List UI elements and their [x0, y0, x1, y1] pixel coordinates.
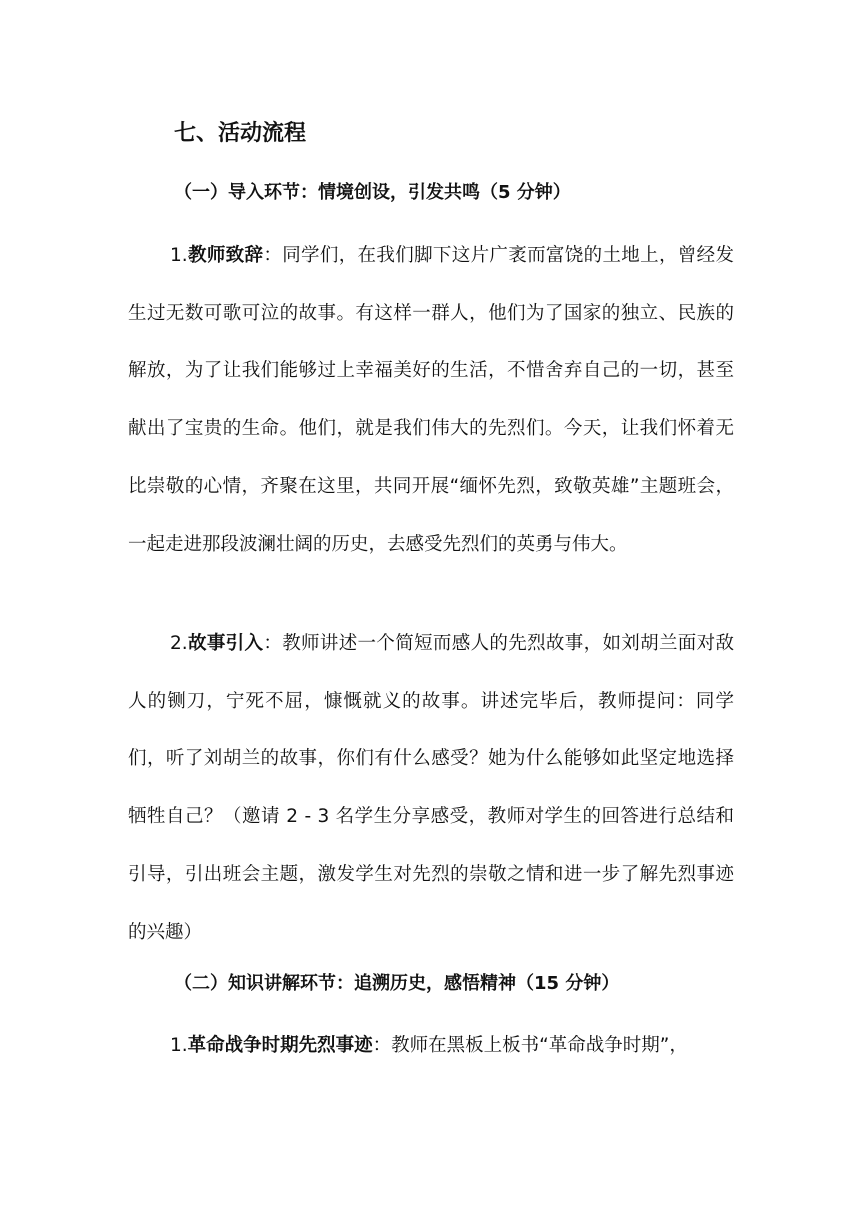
part2-heading: （二）知识讲解环节：追溯历史，感悟精神（15 分钟） — [174, 973, 620, 994]
part1-heading: （一）导入环节：情境创设，引发共鸣（5 分钟） — [174, 182, 571, 203]
item-number: 1. — [170, 1035, 188, 1056]
item-lead: 故事引入 — [187, 633, 264, 654]
section-heading: 七、活动流程 — [174, 121, 307, 146]
item-lead: 教师致辞 — [187, 245, 264, 266]
part1-item2-paragraph — [128, 615, 734, 961]
item-number: 1. — [170, 245, 188, 266]
part2-item1-paragraph — [128, 1017, 734, 1075]
item-lead: 革命战争时期先烈事迹 — [187, 1035, 373, 1056]
item-number: 2. — [170, 633, 188, 654]
item-text: ：同学们，在我们脚下这片广袤而富饶的土地上，曾经发生过无数可歌可泣的故事。有这样一群人，他们为了国家的独立、民族的解放，为了让我们能够过上幸福美好的生活，不惜舍弃自己的一切，甚至献出了宝贵的生命。他们，就是我们伟大的先烈们。今天，让我们怀着无比崇敬的心情，齐聚在这里，共同开展“缅怀先烈，致敬英雄”主题班会，一起走进那段波澜壮阔的历史，去感受先烈们的英勇与伟大。 — [128, 245, 734, 555]
item-text: ：教师在黑板上板书“革命战争时期”， — [372, 1035, 688, 1056]
part1-item1-paragraph — [128, 227, 734, 573]
item-text: ：教师讲述一个简短而感人的先烈故事，如刘胡兰面对敌人的铡刀，宁死不屈，慷慨就义的故事。讲述完毕后，教师提问：同学们，听了刘胡兰的故事，你们有什么感受？她为什么能够如此坚定地选择牺牲自己？（邀请 2 - 3 名学生分享感受，教师对学生的回答进行总结和引导，引出班会主题，激发学生对先烈的崇敬之情和进一步了解先烈事迹的兴趣） — [128, 633, 734, 943]
